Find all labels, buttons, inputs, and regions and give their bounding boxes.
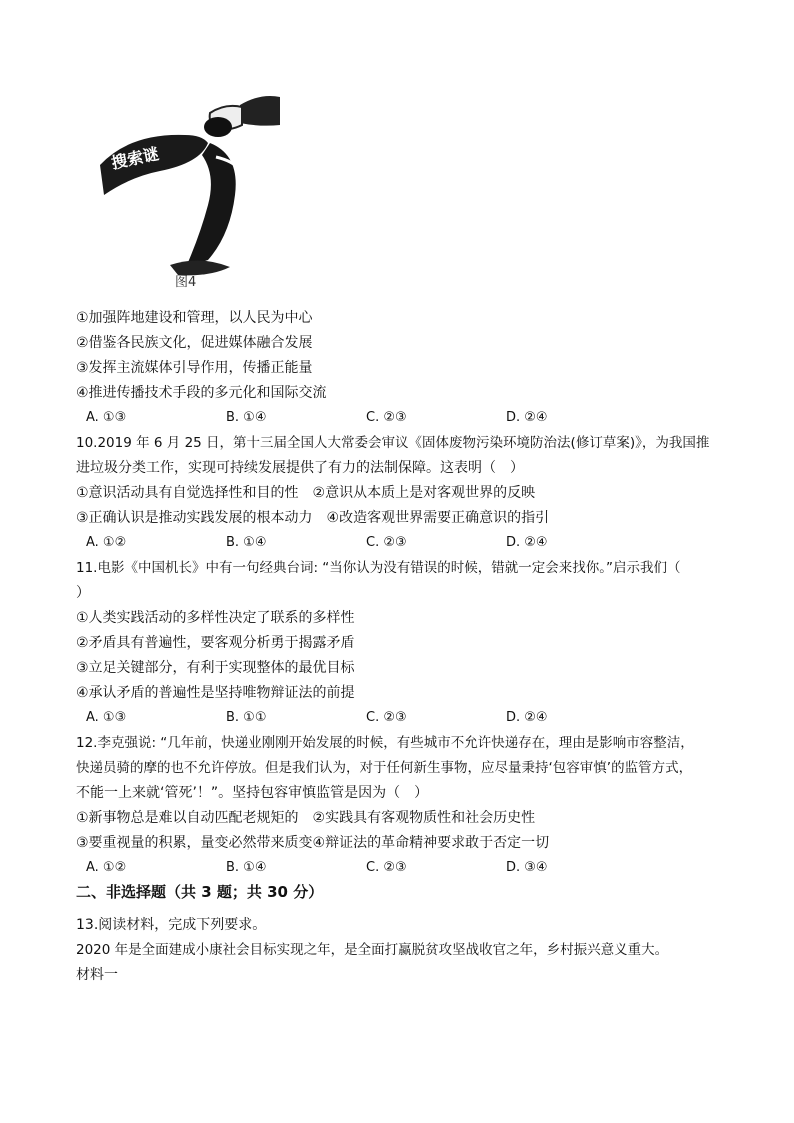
- q11-stem-2: ）: [76, 585, 90, 601]
- option-d[interactable]: D. ②④: [506, 535, 548, 550]
- option-b[interactable]: B. ①④: [226, 860, 267, 875]
- option-c[interactable]: C. ②③: [366, 860, 407, 875]
- option-a[interactable]: A. ①③: [86, 410, 127, 425]
- q12-stem-1: 12.李克强说: “几年前，快递业刚刚开始发展的时候，有些城市不允许快递存在，理由是影响市容整洁，: [76, 735, 694, 751]
- section-heading: 二、非选择题（共 3 题；共 30 分）: [76, 883, 324, 901]
- q10-stem-1: 10.2019 年 6 月 25 日，第十三届全国人大常委会审议《固体废物污染环境防治法(修订草案)》，为我国推: [76, 435, 710, 451]
- option-c[interactable]: C. ②③: [366, 410, 407, 425]
- banner-text: 搜索谜: [109, 144, 161, 173]
- option-b[interactable]: B. ①①: [226, 710, 267, 725]
- bottle-shape: [204, 117, 232, 137]
- q10-stem-2: 进垃圾分类工作，实现可持续发展提供了有力的法制保障。这表明（ ）: [76, 460, 524, 476]
- q13-paragraph: 2020 年是全面建成小康社会目标实现之年，是全面打赢脱贫攻坚战收官之年，乡村振兴意义重大。: [76, 942, 669, 958]
- q9-item-2: ②借鉴各民族文化，促进媒体融合发展: [76, 335, 313, 351]
- q13-stem: 13.阅读材料，完成下列要求。: [76, 917, 267, 933]
- option-c[interactable]: C. ②③: [366, 535, 407, 550]
- q12-stem-3: 不能一上来就‘管死’！”。坚持包容审慎监管是因为（ ）: [76, 785, 429, 801]
- option-a[interactable]: A. ①③: [86, 710, 127, 725]
- q9-item-1: ①加强阵地建设和管理，以人民为中心: [76, 310, 313, 326]
- option-a[interactable]: A. ①②: [86, 860, 127, 875]
- q9-item-3: ③发挥主流媒体引导作用，传播正能量: [76, 360, 313, 376]
- option-b[interactable]: B. ①④: [226, 535, 267, 550]
- q11-item-4: ④承认矛盾的普遍性是坚持唯物辩证法的前提: [76, 685, 355, 701]
- q11-stem-1: 11.电影《中国机长》中有一句经典台词: “当你认为没有错误的时候，错就一定会来找你。”启示我们（: [76, 560, 681, 576]
- option-a[interactable]: A. ①②: [86, 535, 127, 550]
- option-d[interactable]: D. ③④: [506, 860, 548, 875]
- q13-material-label: 材料一: [76, 967, 118, 983]
- q9-item-4: ④推进传播技术手段的多元化和国际交流: [76, 385, 327, 401]
- sleeve-shape: [240, 96, 280, 126]
- q11-item-2: ②矛盾具有普遍性，要客观分析勇于揭露矛盾: [76, 635, 355, 651]
- option-b[interactable]: B. ①④: [226, 410, 267, 425]
- q12-items-2: ③要重视量的积累，量变必然带来质变④辩证法的革命精神要求敢于否定一切: [76, 835, 550, 851]
- q10-items-1: ①意识活动具有自觉选择性和目的性 ②意识从本质上是对客观世界的反映: [76, 485, 536, 501]
- q11-item-1: ①人类实践活动的多样性决定了联系的多样性: [76, 610, 355, 626]
- option-d[interactable]: D. ②④: [506, 710, 548, 725]
- option-d[interactable]: D. ②④: [506, 410, 548, 425]
- option-c[interactable]: C. ②③: [366, 710, 407, 725]
- figure-caption: 图4: [175, 275, 197, 290]
- q11-item-3: ③立足关键部分，有利于实现整体的最优目标: [76, 660, 355, 676]
- q12-stem-2: 快递员骑的摩的也不允许停放。但是我们认为，对于任何新生事物，应尽量秉持‘包容审慎’的监管方式，: [76, 760, 693, 776]
- cartoon-figure: [90, 85, 290, 290]
- q10-items-2: ③正确认识是推动实践发展的根本动力 ④改造客观世界需要正确意识的指引: [76, 510, 550, 526]
- q12-items-1: ①新事物总是难以自动匹配老规矩的 ②实践具有客观物质性和社会历史性: [76, 810, 536, 826]
